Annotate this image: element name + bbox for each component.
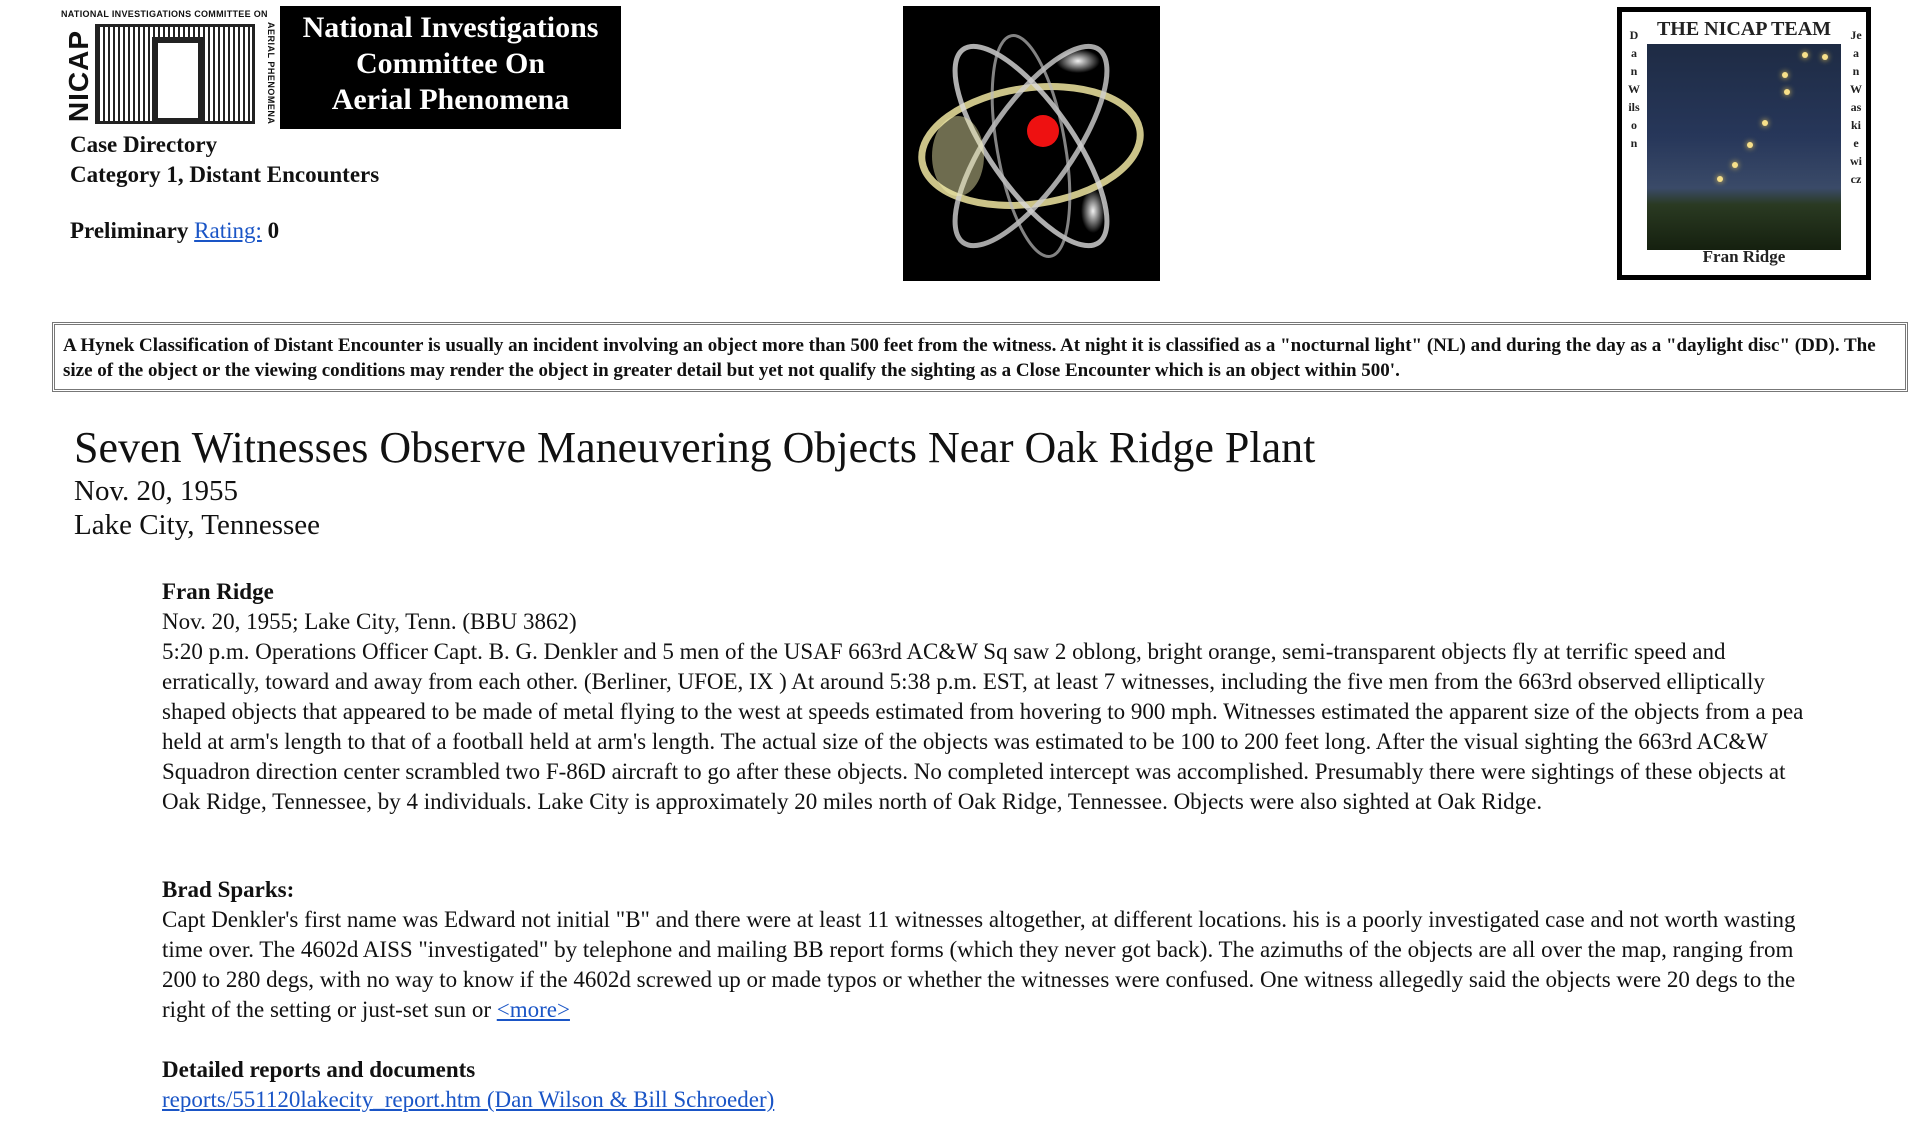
atom-graphic xyxy=(903,6,1160,281)
team-badge-right-name: Jean Waskiewicz xyxy=(1850,28,1862,186)
team-badge-photo xyxy=(1647,44,1841,250)
nicap-emblem xyxy=(57,6,280,129)
section-heading: Detailed reports and documents xyxy=(162,1057,476,1082)
logo-top-text: NATIONAL INVESTIGATIONS COMMITTEE ON xyxy=(61,9,268,19)
section-body-text: Capt Denkler's first name was Edward not initial "B" and there were at least 11 witnesses altogether, at different locations. his is a poorly investigated case and not worth wasting time over. The 4602d AISS "investigated" by telephone and mailing BB report forms (which they never got back). The azimuths of the objects are all over the map, ranging from 200 to 280 degs, with no way to know if the 4602d screwed up or made typos or whether the witnesses were confused. One witness allegedly said the objects were 20 degs to the right of the setting or just-set sun or xyxy=(162,907,1796,1022)
page-title: Seven Witnesses Observe Maneuvering Objects Near Oak Ridge Plant xyxy=(74,423,1316,472)
ufo-light-icon xyxy=(1732,162,1738,168)
section-subheading: Nov. 20, 1955; Lake City, Tenn. (BBU 3862) xyxy=(162,609,577,634)
rating-link[interactable]: Rating: xyxy=(194,218,262,243)
report-link[interactable]: reports/551120lakecity_report.htm (Dan Wilson & Bill Schroeder) xyxy=(162,1087,775,1112)
team-badge-left-name: Dan Wilson xyxy=(1628,28,1640,150)
rating-prefix: Preliminary xyxy=(70,218,189,243)
rating-line xyxy=(70,218,279,244)
case-location: Lake City, Tennessee xyxy=(74,509,321,541)
section-detailed-reports xyxy=(162,1055,1812,1115)
section-body: 5:20 p.m. Operations Officer Capt. B. G. Denkler and 5 men of the USAF 663rd AC&W Sq saw 2 oblong, bright orange, semi-transparent objects fly at terrific speed and erratically, toward and away from each other. (Berliner, UFOE, IX ) At around 5:38 p.m. EST, at least 7 witnesses, including the five men from the 663rd observed elliptically shaped objects that appeared to be made of metal flying to the west at speeds estimated from hovering to 900 mph. Witnesses estimated the apparent size of the objects from a pea held at arm's length to that of a football held at arm's length. The actual size of the objects was estimated to be 100 to 200 feet long. After the visual sighting the 663rd AC&W Squadron direction center scrambled two F-86D aircraft to go after these objects. No completed intercept was accomplished. Presumably there were sightings of these objects at Oak Ridge, Tennessee, by 4 individuals. Lake City is approximately 20 miles north of Oak Ridge, Tennessee. Objects were also sighted at Oak Ridge. xyxy=(162,639,1804,814)
category-label: Category 1, Distant Encounters xyxy=(70,162,380,187)
section-heading: Brad Sparks: xyxy=(162,877,295,902)
nicap-team-badge xyxy=(1617,7,1871,280)
logo-acronym: NICAP xyxy=(63,30,94,123)
case-directory-label: Case Directory xyxy=(70,132,218,157)
section-brad-sparks xyxy=(162,875,1812,1025)
ufo-light-icon xyxy=(1822,54,1828,60)
case-directory-header xyxy=(70,130,379,190)
logo-name-line: Aerial Phenomena xyxy=(331,83,570,116)
logo-name xyxy=(280,6,621,129)
section-heading: Fran Ridge xyxy=(162,579,274,604)
section-body xyxy=(162,905,1812,1025)
section-fran-ridge xyxy=(162,577,1812,817)
team-badge-title: THE NICAP TEAM xyxy=(1656,18,1832,40)
ufo-light-icon xyxy=(1762,120,1768,126)
case-date: Nov. 20, 1955 xyxy=(74,475,239,507)
logo-name-line: Committee On xyxy=(355,47,546,80)
ufo-light-icon xyxy=(1782,72,1788,78)
more-link[interactable]: <more> xyxy=(496,997,570,1022)
atom-svg xyxy=(903,6,1160,281)
team-badge-caption: Fran Ridge xyxy=(1702,247,1786,266)
ufo-light-icon xyxy=(1717,176,1723,182)
ufo-light-icon xyxy=(1802,52,1808,58)
hynek-classification-box: A Hynek Classification of Distant Encounter is usually an incident involving an object more than 500 feet from the witness. At night it is classified as a "nocturnal light" (NL) and during the day as a "daylight disc" (DD). The size of the object or the viewing conditions may render the object in greater detail but yet not qualify the sighting as a Close Encounter which is an object within 500'. xyxy=(52,322,1908,392)
rating-value: 0 xyxy=(267,218,280,243)
ufo-light-icon xyxy=(1747,142,1753,148)
ufo-light-icon xyxy=(1784,89,1790,95)
nicap-logo xyxy=(57,6,621,129)
logo-side-text: AERIAL PHENOMENA xyxy=(266,22,276,125)
logo-bars-graphic xyxy=(95,24,255,124)
logo-name-line: National Investigations xyxy=(302,11,599,44)
